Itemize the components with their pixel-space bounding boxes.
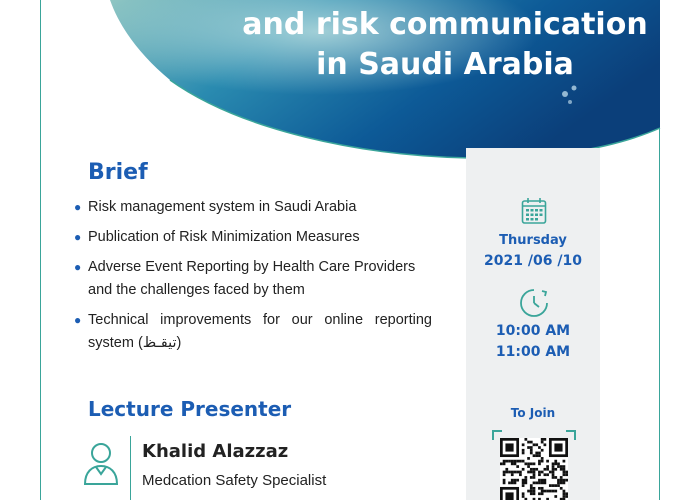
bullet-icon: ●: [74, 313, 82, 327]
brief-list: [74, 196, 432, 362]
presenter-heading: Lecture Presenter: [88, 397, 292, 421]
presenter-divider: [130, 436, 131, 500]
qr-code[interactable]: [500, 438, 568, 500]
person-icon: [82, 440, 120, 488]
brief-item: ● Technical improvements for our online reporting system (تيقـظ): [74, 309, 432, 355]
event-time-start: 10:00 AM: [495, 323, 571, 339]
presenter-name: Khalid Alazzaz: [142, 441, 289, 462]
event-date: 2021 /06 /10: [484, 253, 582, 269]
event-time-end: 11:00 AM: [495, 344, 571, 360]
bullet-icon: ●: [74, 260, 82, 274]
bullet-icon: ●: [74, 200, 82, 214]
bullet-icon: ●: [74, 230, 82, 244]
brief-item: ● Adverse Event Reporting by Health Care Providers and the challenges faced by them: [74, 256, 432, 302]
calendar-icon: [521, 197, 547, 225]
hero-title-line-2: in Saudi Arabia: [316, 47, 574, 82]
brief-item: ● Publication of Risk Minimization Measures: [74, 226, 432, 249]
presenter-role: Medcation Safety Specialist: [142, 472, 327, 489]
brief-heading: Brief: [88, 160, 148, 185]
event-day: Thursday: [499, 233, 567, 248]
clock-icon: [519, 288, 549, 318]
brief-item: ● Risk management system in Saudi Arabia: [74, 196, 432, 219]
hero-title-line-1: and risk communication: [242, 7, 648, 42]
join-label: To Join: [510, 406, 556, 420]
